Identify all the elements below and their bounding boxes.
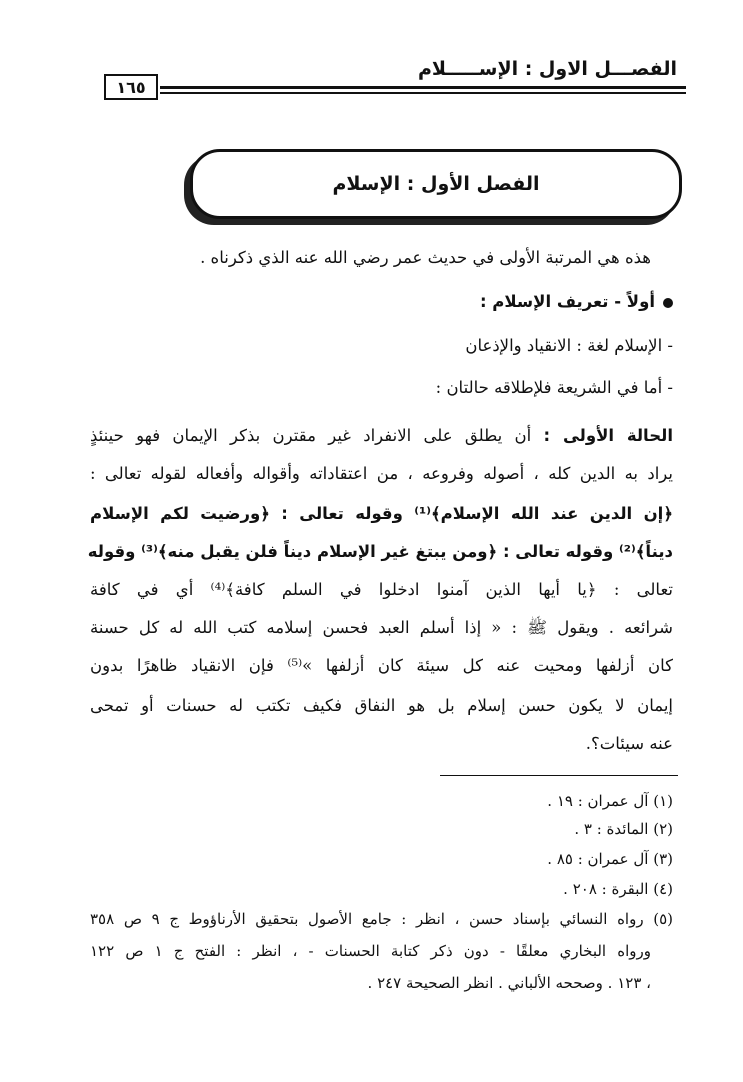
footnote-4: (٤) البقرة : ٢٠٨ . bbox=[563, 880, 673, 898]
section-heading bbox=[90, 294, 673, 311]
header-rule-top bbox=[160, 86, 686, 89]
case1-line bbox=[90, 428, 673, 445]
body-line-6: شرائعه . ويقول ﷺ : « إذا أسلم العبد فحسن إسلامه كتب الله له كل حسنة bbox=[90, 618, 673, 637]
footnote-5-line-2: ورواه البخاري معلقًا - دون ذكر كتابة الحسنات - ، انظر : الفتح ج ١ ص ١٢٢ bbox=[90, 942, 651, 960]
body-line-9: عنه سيئات؟. bbox=[585, 734, 673, 753]
footnote-separator bbox=[440, 775, 678, 776]
running-header-title: الفصـــل الاول : الإســـــلام bbox=[417, 58, 677, 80]
body-line-3: ﴿إن الدين عند الله الإسلام﴾⁽¹⁾ وقوله تعالى : ﴿ورضيت لكم الإسلام bbox=[90, 504, 674, 523]
case1-label: الحالة الأولى : bbox=[543, 426, 673, 445]
body-line-7: كان أزلفها ومحيت عنه كل سيئة كان أزلفها »⁽⁵⁾ فإن الانقياد ظاهرًا بدون bbox=[90, 656, 673, 675]
chapter-title-box bbox=[190, 149, 682, 219]
header-rule-bottom bbox=[160, 92, 686, 94]
definition-sharia: - أما في الشريعة فلإطلاقه حالتان : bbox=[435, 378, 673, 397]
case1-text: أن يطلق على الانفراد غير مقترن بذكر الإيمان فهو حينئذٍ bbox=[90, 426, 532, 445]
page-number: ١٦٥ bbox=[104, 74, 158, 100]
footnote-5-line-1: (٥) رواه النسائي بإسناد حسن ، انظر : جامع الأصول بتحقيق الأرناؤوط ج ٩ ص ٣٥٨ bbox=[90, 910, 674, 928]
section-heading-text: أولاً - تعريف الإسلام : bbox=[479, 292, 655, 311]
definition-language: - الإسلام لغة : الانقياد والإذعان bbox=[465, 336, 673, 355]
footnote-1: (١) آل عمران : ١٩ . bbox=[547, 792, 673, 810]
footnote-3: (٣) آل عمران : ٨٥ . bbox=[547, 850, 673, 868]
chapter-title: الفصل الأول : الإسلام bbox=[332, 173, 540, 195]
footnote-5-line-3: ، ١٢٣ . وصححه الألباني . انظر الصحيحة ٢٤٧ . bbox=[367, 974, 651, 992]
body-line-5: تعالى : ﴿يا أيها الذين آمنوا ادخلوا في السلم كافة﴾⁽⁴⁾ أي في كافة bbox=[90, 580, 674, 599]
intro-paragraph: هذه هي المرتبة الأولى في حديث عمر رضي الله عنه الذي ذكرناه . bbox=[200, 248, 651, 267]
bullet-icon bbox=[663, 298, 673, 308]
body-line-8: إيمان لا يكون حسن إسلام بل هو النفاق فكيف تكتب له حسنات أو تمحى bbox=[90, 696, 673, 715]
footnote-2: (٢) المائدة : ٣ . bbox=[574, 820, 673, 838]
body-line-2: يراد به الدين كله ، أصوله وفروعه ، من اعتقاداته وأقواله وأفعاله لقوله تعالى : bbox=[90, 464, 673, 483]
body-line-4: ديناً﴾⁽²⁾ وقوله تعالى : ﴿ومن يبتغ غير الإسلام ديناً فلن يقبل منه﴾⁽³⁾ وقوله bbox=[87, 542, 673, 561]
